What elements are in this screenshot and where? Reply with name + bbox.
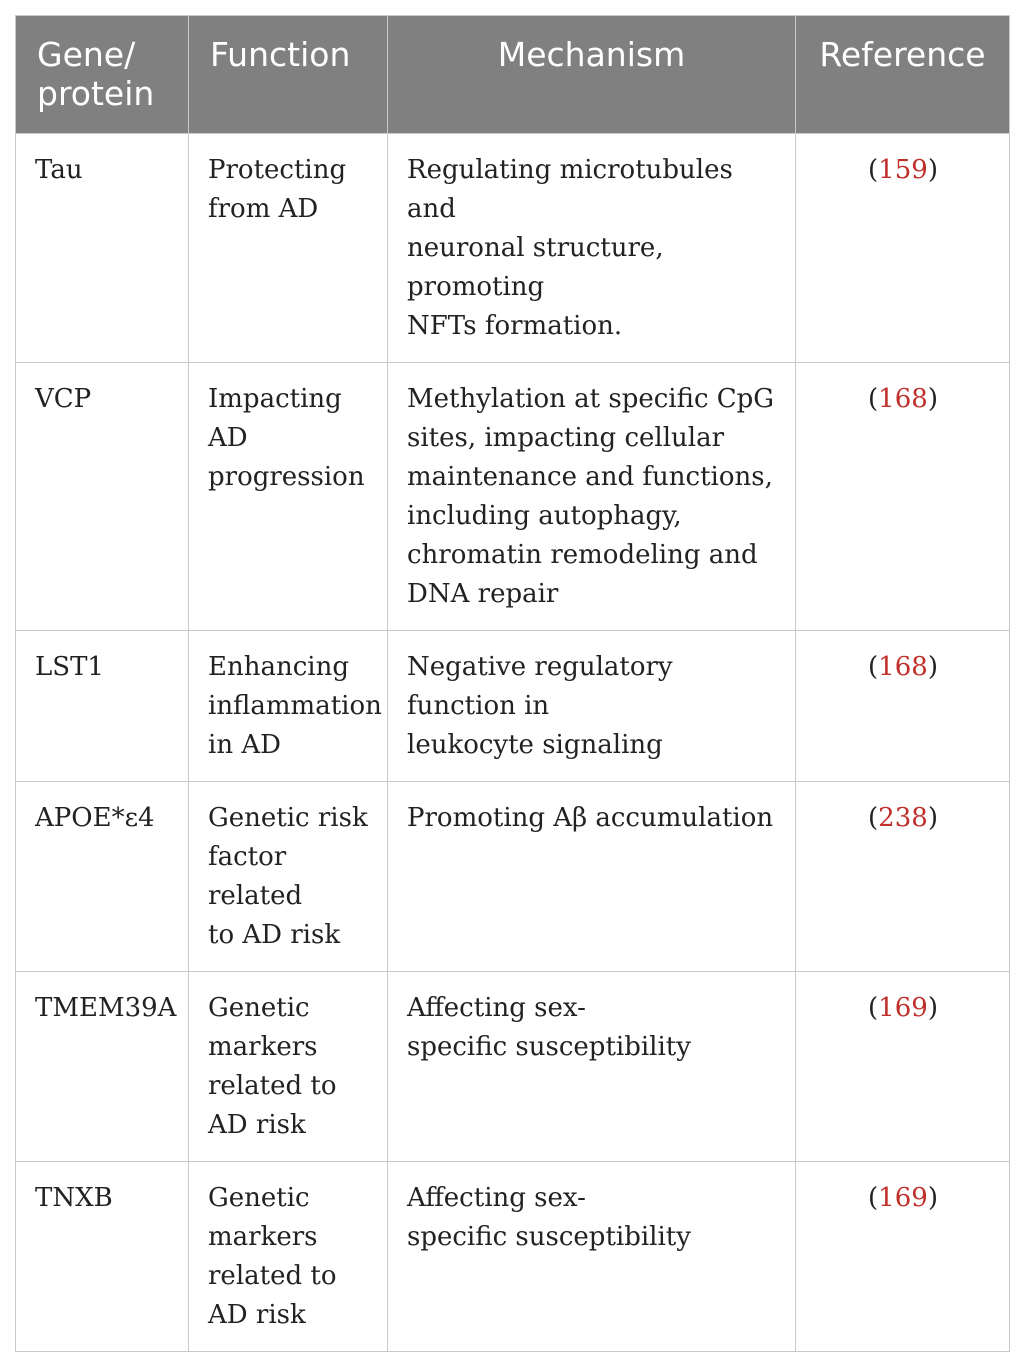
- table-row: [16, 972, 1010, 1162]
- cell-reference: (169): [796, 1162, 1010, 1352]
- reference-link[interactable]: 169: [878, 993, 928, 1023]
- cell-mechanism: Affecting sex- specific susceptibility: [388, 972, 796, 1162]
- gene-table-container: [15, 15, 1009, 1352]
- table-row: [16, 363, 1010, 631]
- reference-link[interactable]: 168: [878, 652, 928, 682]
- cell-reference: (168): [796, 363, 1010, 631]
- cell-gene: Tau: [16, 134, 189, 363]
- cell-gene: LST1: [16, 631, 189, 782]
- cell-mechanism: Methylation at specific CpG sites, impacting cellular maintenance and functions, including autophagy, chromatin remodeling and DNA repair: [388, 363, 796, 631]
- header-gene-protein: Gene/ protein: [16, 16, 189, 134]
- cell-reference: (169): [796, 972, 1010, 1162]
- reference-link[interactable]: 159: [878, 155, 928, 185]
- reference-link[interactable]: 168: [878, 384, 928, 414]
- cell-mechanism: Regulating microtubules and neuronal structure, promoting NFTs formation.: [388, 134, 796, 363]
- cell-function: Protecting from AD: [189, 134, 388, 363]
- cell-mechanism: Negative regulatory function in leukocyte signaling: [388, 631, 796, 782]
- cell-function: Enhancing inflammation in AD: [189, 631, 388, 782]
- reference-link[interactable]: 169: [878, 1183, 928, 1213]
- cell-function: Genetic risk factor related to AD risk: [189, 782, 388, 972]
- table-row: [16, 782, 1010, 972]
- cell-function: Impacting AD progression: [189, 363, 388, 631]
- table-row: [16, 134, 1010, 363]
- cell-gene: TMEM39A: [16, 972, 189, 1162]
- cell-reference: (159): [796, 134, 1010, 363]
- cell-gene: TNXB: [16, 1162, 189, 1352]
- cell-gene: VCP: [16, 363, 189, 631]
- cell-reference: (168): [796, 631, 1010, 782]
- header-mechanism: Mechanism: [388, 16, 796, 134]
- header-function: Function: [189, 16, 388, 134]
- gene-function-table: [15, 15, 1010, 1352]
- header-reference: Reference: [796, 16, 1010, 134]
- cell-mechanism: Affecting sex- specific susceptibility: [388, 1162, 796, 1352]
- cell-reference: (238): [796, 782, 1010, 972]
- cell-function: Genetic markers related to AD risk: [189, 972, 388, 1162]
- reference-link[interactable]: 238: [878, 803, 928, 833]
- table-row: [16, 631, 1010, 782]
- table-header-row: [16, 16, 1010, 134]
- table-row: [16, 1162, 1010, 1352]
- cell-function: Genetic markers related to AD risk: [189, 1162, 388, 1352]
- cell-mechanism: Promoting Aβ accumulation: [388, 782, 796, 972]
- cell-gene: APOE*ε4: [16, 782, 189, 972]
